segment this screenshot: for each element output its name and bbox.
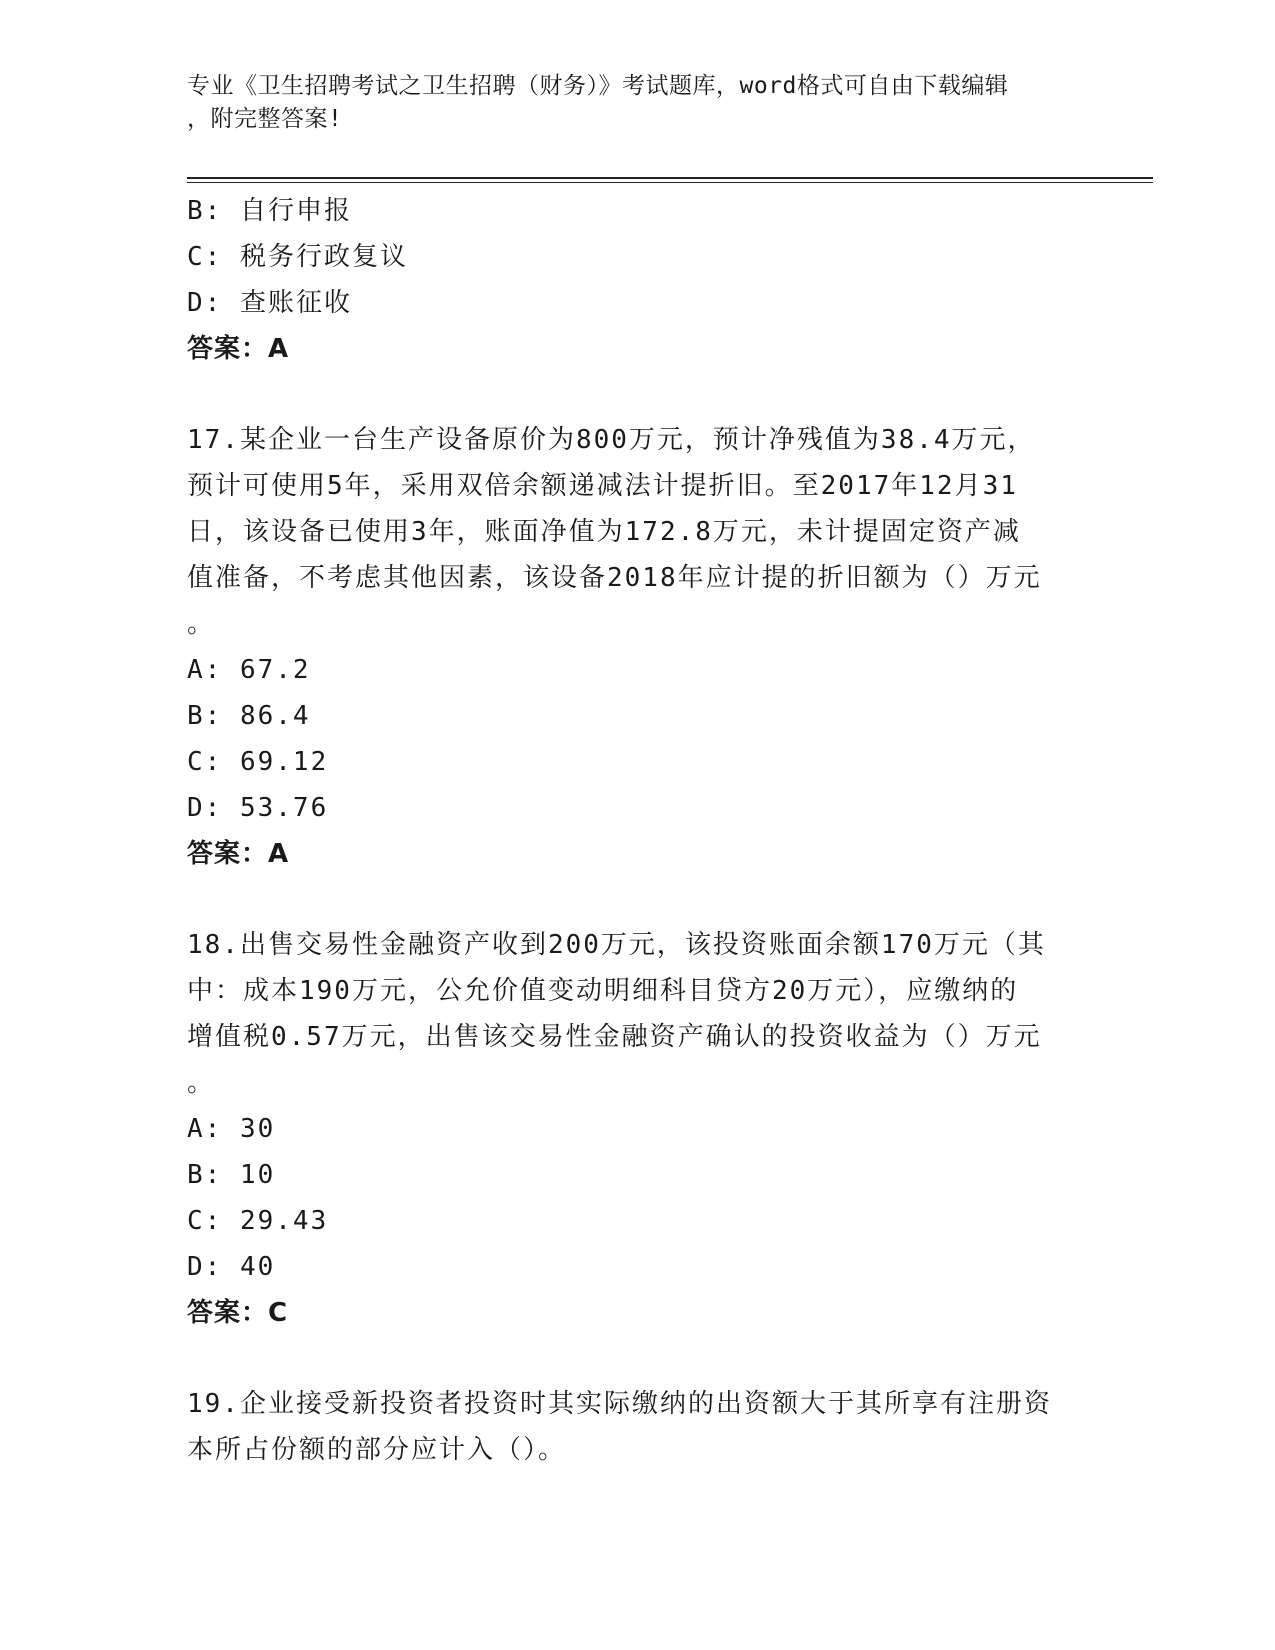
question-text-line: 。 <box>187 609 216 639</box>
option-text: 自行申报 <box>239 196 352 226</box>
option-text: 10 <box>239 1160 276 1190</box>
option-b <box>187 1152 1087 1198</box>
option-b <box>187 693 1087 739</box>
answer-line: 答案：C <box>187 1298 289 1328</box>
option-text: 30 <box>239 1114 276 1144</box>
option-c <box>187 234 1087 280</box>
header-rule-thick <box>187 177 1153 179</box>
option-label: C: <box>187 747 223 777</box>
option-d <box>187 280 1087 326</box>
question-18 <box>187 922 1087 1336</box>
option-label: C: <box>187 242 223 272</box>
option-d <box>187 1244 1087 1290</box>
option-label: B: <box>187 1160 223 1190</box>
option-label: D: <box>187 1252 223 1282</box>
option-label: B: <box>187 701 223 731</box>
option-c <box>187 1198 1087 1244</box>
question-text-line: 17.某企业一台生产设备原价为800万元，预计净残值为38.4万元， <box>187 425 1036 455</box>
question-text-line: 18.出售交易性金融资产收到200万元，该投资账面余额170万元（其 <box>187 930 1046 960</box>
question-text-line: 本所占份额的部分应计入（）。 <box>187 1435 567 1465</box>
question-text-line: 增值税0.57万元，出售该交易性金融资产确认的投资收益为（）万元 <box>187 1022 1042 1052</box>
prev-question-block <box>187 188 1087 372</box>
question-text-line: 值准备，不考虑其他因素，该设备2018年应计提的折旧额为（）万元 <box>187 563 1042 593</box>
header-line-1: 专业《卫生招聘考试之卫生招聘（财务）》考试题库，word格式可自由下载编辑 <box>187 73 1009 99</box>
question-17 <box>187 417 1087 877</box>
option-text: 查账征收 <box>239 288 352 318</box>
option-label: A: <box>187 1114 223 1144</box>
option-text: 29.43 <box>239 1206 329 1236</box>
header-rule-thin <box>187 182 1153 183</box>
option-label: B: <box>187 196 223 226</box>
option-text: 69.12 <box>239 747 329 777</box>
option-d <box>187 785 1087 831</box>
option-text: 86.4 <box>239 701 311 731</box>
question-19 <box>187 1381 1087 1473</box>
option-label: D: <box>187 793 223 823</box>
answer-line: 答案：A <box>187 839 290 869</box>
option-label: A: <box>187 655 223 685</box>
option-c <box>187 739 1087 785</box>
option-a <box>187 1106 1087 1152</box>
document-body <box>187 188 1087 1473</box>
question-text-line: 19.企业接受新投资者投资时其实际缴纳的出资额大于其所享有注册资 <box>187 1389 1052 1419</box>
option-label: C: <box>187 1206 223 1236</box>
option-text: 税务行政复议 <box>239 242 408 272</box>
option-text: 67.2 <box>239 655 311 685</box>
option-text: 40 <box>239 1252 276 1282</box>
question-text-line: 中：成本190万元，公允价值变动明细科目贷方20万元），应缴纳的 <box>187 976 1019 1006</box>
option-label: D: <box>187 288 223 318</box>
question-text-line: 预计可使用5年，采用双倍余额递减法计提折旧。至2017年12月31 <box>187 471 1018 501</box>
question-text-line: 。 <box>187 1068 216 1098</box>
option-b <box>187 188 1087 234</box>
header-line-2: ，附完整答案! <box>187 106 343 132</box>
document-header <box>187 70 1067 136</box>
question-text-line: 日，该设备已使用3年，账面净值为172.8万元，未计提固定资产减 <box>187 517 1021 547</box>
answer-line: 答案：A <box>187 334 290 364</box>
option-a <box>187 647 1087 693</box>
option-text: 53.76 <box>239 793 329 823</box>
